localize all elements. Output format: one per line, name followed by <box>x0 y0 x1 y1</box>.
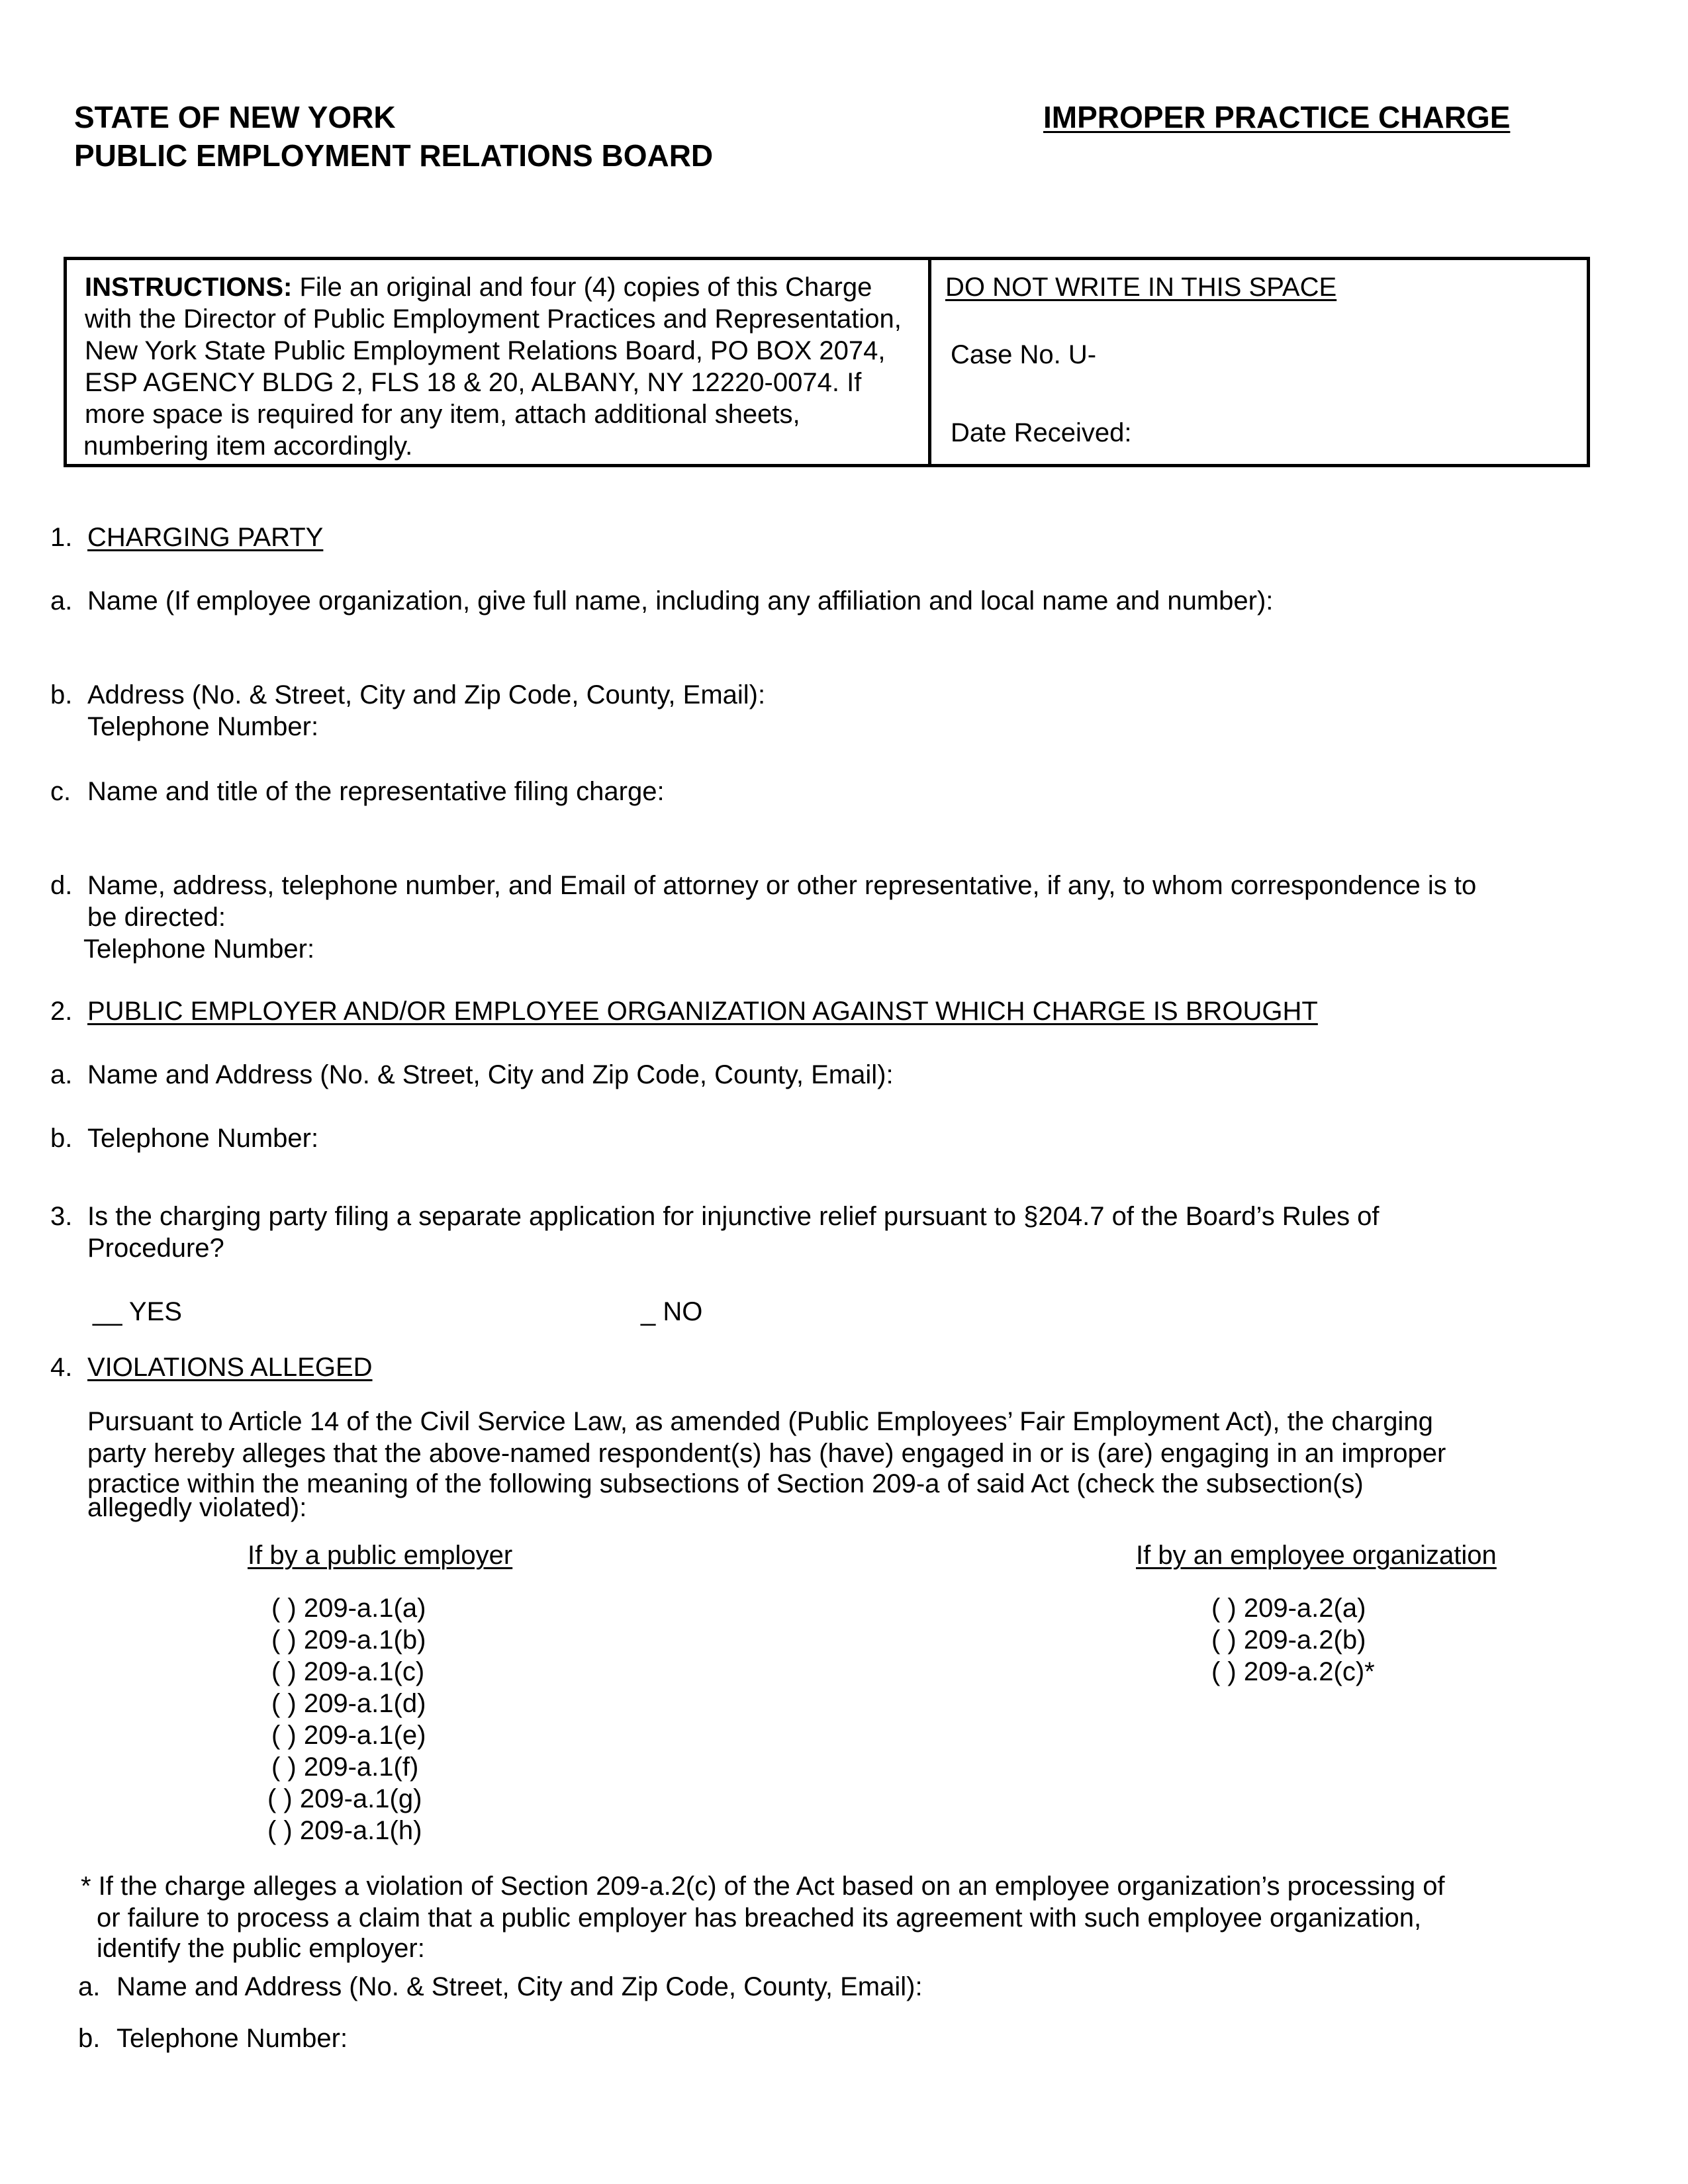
option-209-a2a[interactable]: ( ) 209-a.2(a) <box>1211 1594 1366 1623</box>
violations-paragraph-line-3: practice within the meaning of the following subsections of Section 209-a of said Act (check the subsection(s) <box>87 1469 1364 1498</box>
label-1a: a. <box>50 586 73 615</box>
section-2-number: 2. <box>50 997 73 1026</box>
respondent-address-label: Name and Address (No. & Street, City and Zip Code, County, Email): <box>87 1060 894 1089</box>
board-title: PUBLIC EMPLOYMENT RELATIONS BOARD <box>74 138 714 173</box>
employer-heading: If by a public employer <box>248 1541 513 1570</box>
respondent-phone-label: Telephone Number: <box>87 1124 319 1153</box>
section-3-number: 3. <box>50 1202 73 1231</box>
attorney-phone-label: Telephone Number: <box>83 934 315 964</box>
state-title: STATE OF NEW YORK <box>74 100 396 134</box>
section-1-title: CHARGING PARTY <box>87 523 324 552</box>
option-209-a2b[interactable]: ( ) 209-a.2(b) <box>1211 1625 1366 1655</box>
office-use-title: DO NOT WRITE IN THIS SPACE <box>945 273 1337 302</box>
option-209-a1b[interactable]: ( ) 209-a.1(b) <box>271 1625 426 1655</box>
organization-heading: If by an employee organization <box>1136 1541 1497 1570</box>
option-209-a1h[interactable]: ( ) 209-a.1(h) <box>267 1816 422 1845</box>
case-number-label: Case No. U- <box>951 340 1097 369</box>
footnote-line-2: or failure to process a claim that a public employer has breached its agreement with such employee organization, <box>97 1903 1422 1933</box>
date-received-label: Date Received: <box>951 418 1132 447</box>
section-1-number: 1. <box>50 523 73 552</box>
footnote-employer-phone-label: Telephone Number: <box>117 2024 348 2053</box>
label-2a: a. <box>50 1060 73 1089</box>
label-2b: b. <box>50 1124 73 1153</box>
instructions-label: INSTRUCTIONS: <box>85 273 293 302</box>
footnote-line-3: identify the public employer: <box>97 1934 425 1963</box>
instructions-line-2: with the Director of Public Employment Practices and Representation, <box>85 304 902 334</box>
label-fa: a. <box>78 1972 101 2001</box>
section-4-number: 4. <box>50 1353 73 1382</box>
footnote-employer-address-label: Name and Address (No. & Street, City and Zip Code, County, Email): <box>117 1972 923 2001</box>
violations-paragraph-line-4: allegedly violated): <box>87 1493 307 1522</box>
representative-label: Name and title of the representative filing charge: <box>87 777 665 806</box>
no-option[interactable]: _ NO <box>641 1297 703 1326</box>
box-divider <box>928 257 931 467</box>
charging-party-name-label: Name (If employee organization, give full name, including any affiliation and local name and number): <box>87 586 1274 615</box>
option-209-a1d[interactable]: ( ) 209-a.1(d) <box>271 1689 426 1718</box>
option-209-a1a[interactable]: ( ) 209-a.1(a) <box>271 1594 426 1623</box>
charging-party-address-label: Address (No. & Street, City and Zip Code, County, Email): <box>87 680 766 709</box>
label-fb: b. <box>78 2024 101 2053</box>
section-2-title: PUBLIC EMPLOYER AND/OR EMPLOYEE ORGANIZATION AGAINST WHICH CHARGE IS BROUGHT <box>87 997 1318 1026</box>
option-209-a2c[interactable]: ( ) 209-a.2(c)* <box>1211 1657 1375 1686</box>
violations-paragraph-line-2: party hereby alleges that the above-named respondent(s) has (have) engaged in or is (are) engaging in an improper <box>87 1439 1446 1468</box>
injunctive-question-line-2: Procedure? <box>87 1234 224 1263</box>
instructions-line-1: INSTRUCTIONS: File an original and four (4) copies of this Charge <box>85 273 872 302</box>
section-4-title: VIOLATIONS ALLEGED <box>87 1353 373 1382</box>
instructions-line-5: more space is required for any item, attach additional sheets, <box>85 400 800 429</box>
option-209-a1e[interactable]: ( ) 209-a.1(e) <box>271 1721 426 1750</box>
attorney-label-line-2: be directed: <box>87 903 226 932</box>
instructions-line-4: ESP AGENCY BLDG 2, FLS 18 & 20, ALBANY, NY 12220-0074. If <box>85 368 862 397</box>
injunctive-question-line-1: Is the charging party filing a separate application for injunctive relief pursuant to §204.7 of the Board’s Rules of <box>87 1202 1380 1231</box>
violations-paragraph-line-1: Pursuant to Article 14 of the Civil Service Law, as amended (Public Employees’ Fair Employment Act), the charging <box>87 1407 1433 1436</box>
option-209-a1g[interactable]: ( ) 209-a.1(g) <box>267 1784 422 1813</box>
option-209-a1c[interactable]: ( ) 209-a.1(c) <box>271 1657 425 1686</box>
footnote-line-1: * If the charge alleges a violation of Section 209-a.2(c) of the Act based on an employee organization’s processing of <box>81 1872 1445 1901</box>
instructions-line-3: New York State Public Employment Relations Board, PO BOX 2074, <box>85 336 886 365</box>
label-1d: d. <box>50 871 73 900</box>
option-209-a1f[interactable]: ( ) 209-a.1(f) <box>271 1752 419 1782</box>
label-1c: c. <box>50 777 71 806</box>
charging-party-phone-label: Telephone Number: <box>87 712 319 741</box>
form-title: IMPROPER PRACTICE CHARGE <box>1043 100 1511 134</box>
attorney-label-line-1: Name, address, telephone number, and Email of attorney or other representative, if any, to whom correspondence is to <box>87 871 1477 900</box>
instructions-line-6: numbering item accordingly. <box>83 432 413 461</box>
label-1b: b. <box>50 680 73 709</box>
yes-option[interactable]: __ YES <box>93 1297 182 1326</box>
